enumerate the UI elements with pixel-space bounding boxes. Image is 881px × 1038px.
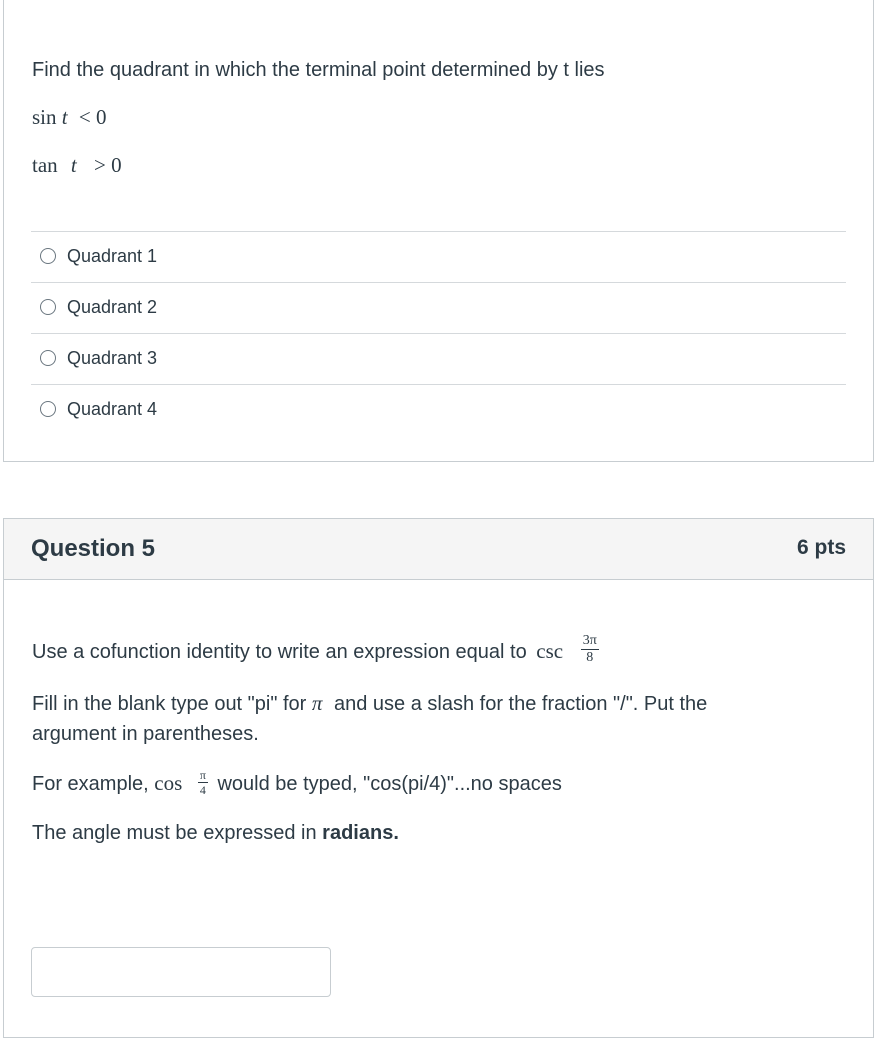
radio-button[interactable] [40, 299, 56, 315]
fraction-numerator: π [199, 768, 206, 783]
answer-label: Quadrant 3 [67, 347, 158, 368]
condition-sin [32, 105, 106, 130]
cos-func: cos [154, 771, 183, 795]
answer-option-quadrant-2[interactable] [31, 282, 846, 332]
radio-button[interactable] [40, 248, 56, 264]
fraction-3pi-over-8 [581, 634, 599, 665]
answer-option-quadrant-4[interactable] [31, 384, 846, 434]
answer-option-quadrant-1[interactable] [31, 231, 846, 281]
fraction-denominator: 4 [199, 783, 206, 798]
radians-text: The angle must be expressed in [32, 822, 317, 844]
answer-label: Quadrant 2 [67, 296, 158, 317]
radians-line [32, 822, 399, 845]
csc-func: csc [536, 638, 564, 663]
radians-bold: radians. [322, 822, 399, 844]
instruction-line-3: argument in parentheses. [32, 723, 259, 745]
question-points: 6 pts [796, 536, 846, 559]
radio-button[interactable] [40, 350, 56, 366]
sin-value: 0 [95, 105, 107, 129]
answer-label: Quadrant 1 [67, 245, 158, 266]
instruction-text: Fill in the blank type out "pi" for [32, 693, 307, 715]
question-title: Question 5 [31, 535, 156, 562]
question-header [4, 519, 873, 580]
instruction-line-2 [32, 691, 707, 716]
sin-op: < [78, 105, 91, 129]
answer-input[interactable] [31, 947, 331, 997]
tan-func: tan [32, 153, 58, 177]
tan-op: > [94, 153, 106, 177]
fraction-denominator: 8 [586, 650, 594, 665]
tan-value: 0 [111, 153, 122, 177]
example-text: For example, [32, 773, 149, 795]
fraction-pi-over-4 [198, 769, 208, 796]
answer-option-quadrant-3[interactable] [31, 333, 846, 383]
instruction-line-1 [32, 633, 599, 668]
pi-symbol: π [311, 691, 323, 715]
instruction-text: Use a cofunction identity to write an expression equal to [32, 640, 527, 663]
sin-func: sin [32, 105, 57, 129]
answer-label: Quadrant 4 [67, 398, 158, 419]
sin-var: t [61, 105, 68, 129]
fraction-numerator: 3π [582, 633, 597, 648]
tan-var: t [70, 153, 77, 177]
instruction-text: and use a slash for the fraction "/". Put the [334, 693, 708, 715]
question-4-card [3, 0, 874, 462]
radio-button[interactable] [40, 401, 56, 417]
example-text: would be typed, "cos(pi/4)"...no spaces [217, 773, 562, 795]
question-prompt: Find the quadrant in which the terminal point determined by t lies [32, 59, 605, 81]
question-5-card [3, 518, 874, 1038]
example-line [32, 768, 562, 798]
condition-tan [32, 153, 122, 178]
